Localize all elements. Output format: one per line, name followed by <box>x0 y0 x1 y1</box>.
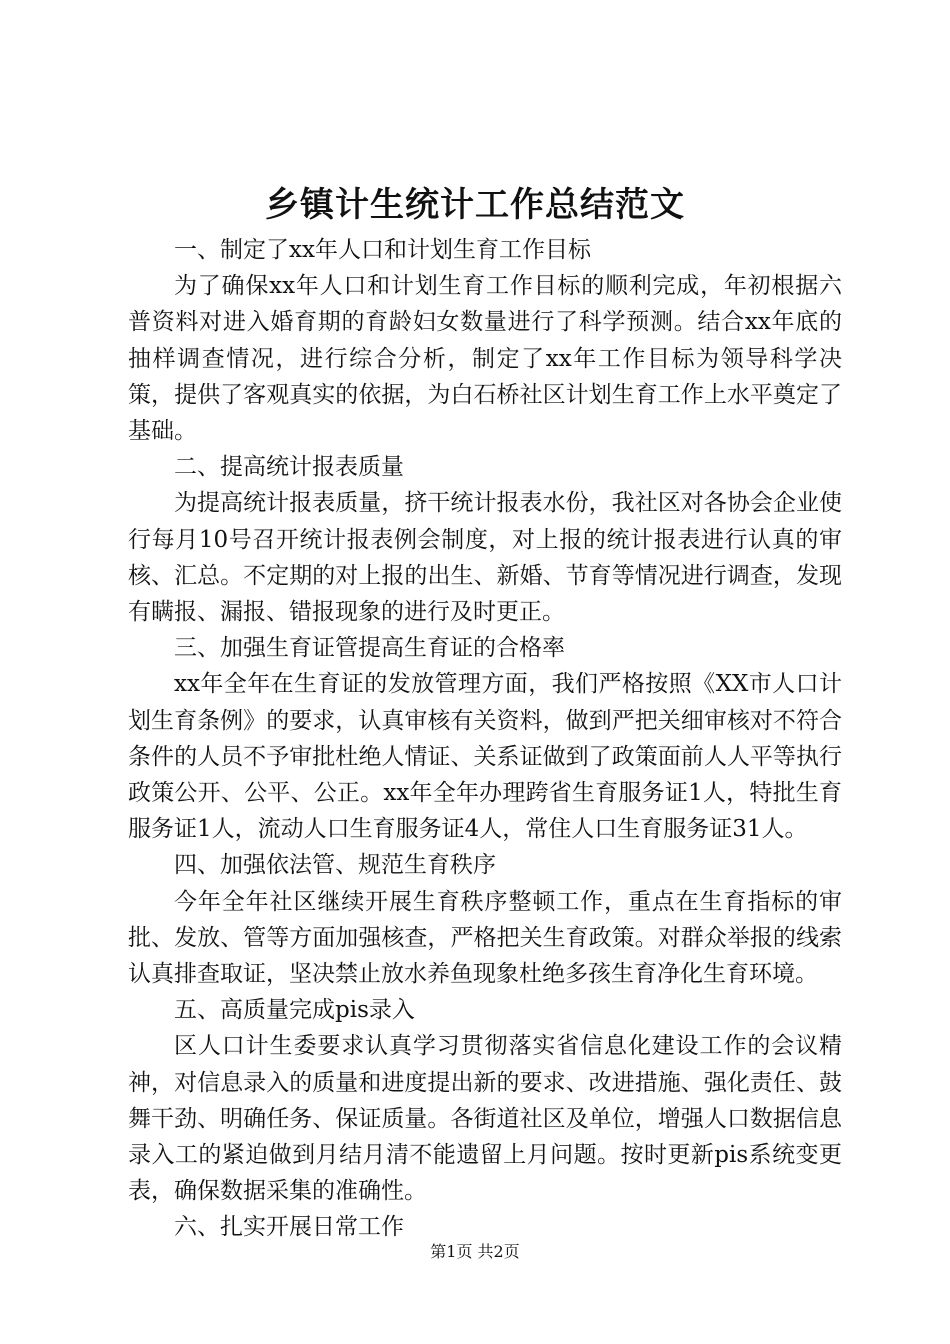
section-heading-6: 六、扎实开展日常工作 <box>174 1214 404 1241</box>
section-heading-1: 一、制定了xx年人口和计划生育工作目标 <box>174 237 591 263</box>
section-paragraph-4: 今年全年社区继续开展生育秩序整顿工作，重点在生育指标的审批、发放、管等方面加强核查，严格把关生育政策。对群众举报的线索认真排查取证，坚决禁止放水养鱼现象杜绝多孩生育净化生育环境。 <box>128 888 842 988</box>
section-paragraph-2: 为提高统计报表质量，挤干统计报表水份，我社区对各协会企业使行每月10号召开统计报表例会制度，对上报的统计报表进行认真的审核、汇总。不定期的对上报的出生、新婚、节育等情况进行调查，发现有瞒报、漏报、错报现象的进行及时更正。 <box>128 490 842 626</box>
section-heading-5: 五、高质量完成pis录入 <box>174 997 415 1024</box>
section-paragraph-5: 区人口计生委要求认真学习贯彻落实省信息化建设工作的会议精神，对信息录入的质量和进度提出新的要求、改进措施、强化责任、鼓舞干劲、明确任务、保证质量。各街道社区及单位，增强人口数据信息录入工的紧迫做到月结月清不能遗留上月问题。按时更新pis系统变更表，确保数据采集的准确性。 <box>128 1033 842 1205</box>
section-paragraph-1: 为了确保xx年人口和计划生育工作目标的顺利完成，年初根据六普资料对进入婚育期的育龄妇女数量进行了科学预测。结合xx年底的抽样调查情况，进行综合分析，制定了xx年工作目标为领导科学决策，提供了客观真实的依据，为白石桥社区计划生育工作上水平奠定了基础。 <box>128 273 842 445</box>
document-title: 乡镇计生统计工作总结范文 <box>265 185 685 225</box>
section-paragraph-3: xx年全年在生育证的发放管理方面，我们严格按照《XX市人口计划生育条例》的要求，认真审核有关资料，做到严把关细审核对不符合条件的人员不予审批杜绝人情证、关系证做到了政策面前人人平等执行政策公开、公平、公正。xx年全年办理跨省生育服务证1人，特批生育服务证1人，流动人口生育服务证4人，常住人口生育服务证31人。 <box>128 671 842 843</box>
section-heading-2: 二、提高统计报表质量 <box>174 454 404 481</box>
document-body <box>128 232 842 1246</box>
page-footer: 第1页 共2页 <box>430 1242 520 1261</box>
section-heading-3: 三、加强生育证管提高生育证的合格率 <box>174 635 565 662</box>
section-heading-4: 四、加强依法管、规范生育秩序 <box>174 852 496 879</box>
